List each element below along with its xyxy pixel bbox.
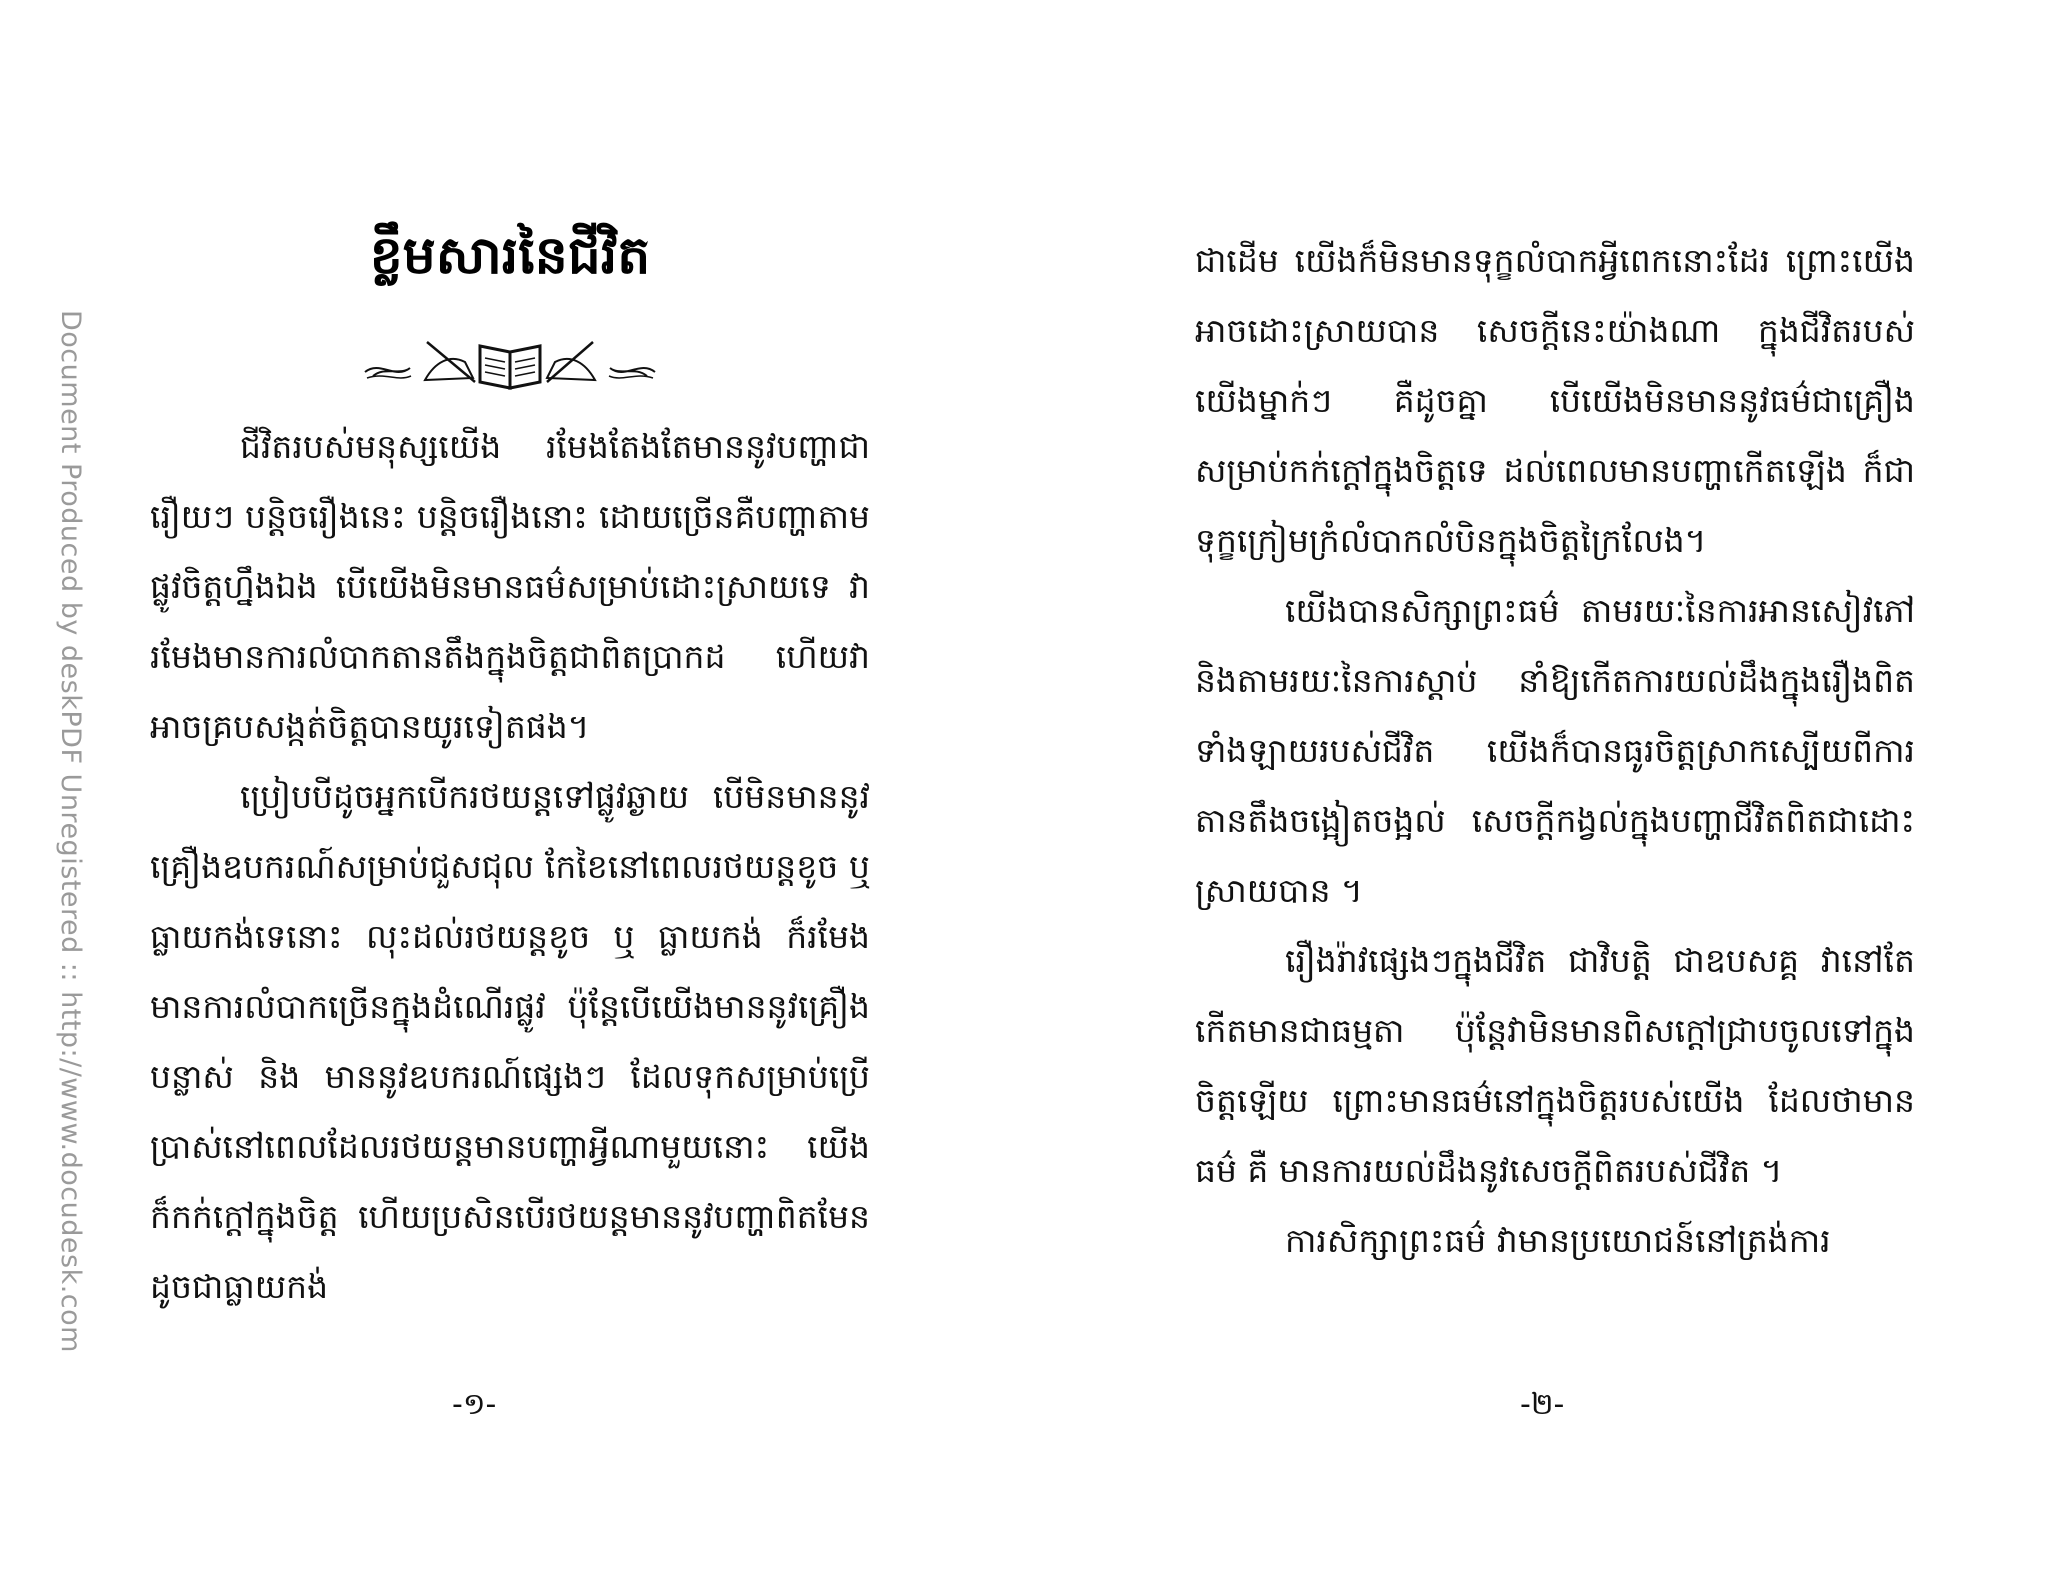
paragraph: យើងបានសិក្សាព្រះធម៌ តាមរយៈនៃការអានសៀវភៅ និងតាមរយៈនៃការស្តាប់ នាំឱ្យកើតការយល់ដឹងក្នុងរឿងពិតទាំងឡាយរបស់ជីវិត យើងក៏បានធូរចិត្តស្រាកស្បើយពីការតានតឹងចង្អៀតចង្អល់ សេចក្តីកង្វល់ក្នុងបញ្ហាជីវិតពិតជាដោះស្រាយបាន ។	[1195, 591, 1915, 910]
right-page-body	[1195, 226, 1915, 1276]
paragraph: ជាដើម យើងក៏មិនមានទុក្ខលំបាកអ្វីពេកនោះដែរ ព្រោះយើងអាចដោះស្រាយបាន សេចក្តីនេះយ៉ាងណា ក្នុងជីវិតរបស់យើងម្នាក់ៗ គឺដូចគ្នា បើយើងមិនមាននូវធម៌ជាគ្រឿងសម្រាប់កក់ក្តៅក្នុងចិត្តទេ ដល់ពេលមានបញ្ហាកើតឡើង ក៏ជាទុក្ខក្រៀមក្រំលំបាកលំបិនក្នុងចិត្តក្រៃលែង។	[1195, 241, 1915, 560]
paragraph: ជីវិតរបស់មនុស្សយើង រមែងតែងតែមាននូវបញ្ហាជារឿយៗ បន្តិចរឿងនេះ បន្តិចរឿងនោះ ដោយច្រើនគឺបញ្ហាតាមផ្លូវចិត្តហ្នឹងឯង បើយើងមិនមានធម៌សម្រាប់ដោះស្រាយទេ វារមែងមានការលំបាកតានតឹងក្នុងចិត្តជាពិតប្រាកដ ហើយវាអាចគ្របសង្កត់ចិត្តបានយូរទៀតផង។	[150, 427, 870, 746]
paragraph: ប្រៀបបីដូចអ្នកបើករថយន្តទៅផ្លូវឆ្ងាយ បើមិនមាននូវគ្រឿងឧបករណ៍សម្រាប់ជួសជុល កែខៃនៅពេលរថយន្តខូច ឬ ធ្លាយកង់ទេនោះ លុះដល់រថយន្តខូច ឬ ធ្លាយកង់ ក៏រមែងមានការលំបាកច្រើនក្នុងដំណើរផ្លូវ ប៉ុន្តែបើយើងមាននូវគ្រឿងបន្លាស់ និង មាននូវឧបករណ៍ផ្សេងៗ ដែលទុកសម្រាប់ប្រើប្រាស់នៅពេលដែលរថយន្តមានបញ្ហាអ្វីណាមួយនោះ យើងក៏កក់ក្តៅក្នុងចិត្ត ហើយប្រសិនបើរថយន្តមាននូវបញ្ហាពិតមែន ដូចជាធ្លាយកង់	[150, 777, 870, 1306]
left-page-body	[150, 412, 870, 1322]
paragraph: រឿងរ៉ាវផ្សេងៗក្នុងជីវិត ជាវិបត្តិ ជាឧបសគ្គ វានៅតែកើតមានជាធម្មតា ប៉ុន្តែវាមិនមានពិសក្តៅជ្រាបចូលទៅក្នុងចិត្តឡើយ ព្រោះមានធម៌នៅក្នុងចិត្តរបស់យើង ដែលថាមានធម៌ គឺ មានការយល់ដឹងនូវសេចក្តីពិតរបស់ជីវិត ។	[1195, 941, 1915, 1190]
page-number-left: -១-	[452, 1387, 497, 1422]
paragraph: ការសិក្សាព្រះធម៌ វាមានប្រយោជន៍នៅត្រង់ការ	[1285, 1221, 1831, 1260]
watermark-text: Document Produced by deskPDF Unregistered :: http://www.docudesk.com	[55, 310, 86, 1353]
page-number-right: -២-	[1520, 1387, 1565, 1422]
book-ornament-icon	[355, 332, 665, 394]
chapter-title: ខ្លឹមសារនៃជីវិត	[369, 226, 651, 286]
